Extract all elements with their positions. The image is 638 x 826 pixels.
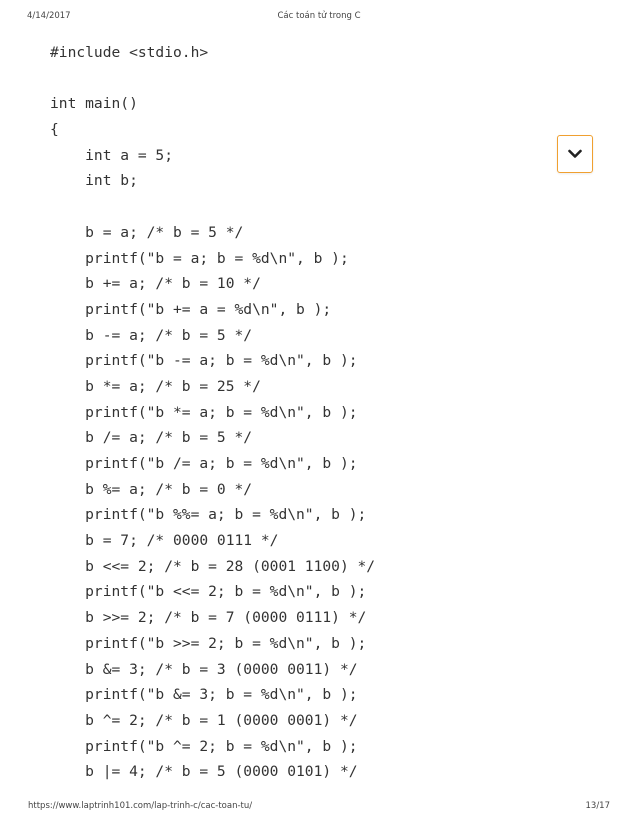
code-line: b = a; /* b = 5 */: [50, 223, 244, 241]
page-title: Các toán tử trong C: [277, 11, 361, 21]
code-line: b &= 3; /* b = 3 (0000 0011) */: [50, 660, 358, 678]
code-line: printf("b /= a; b = %d\n", b );: [50, 455, 358, 472]
code-line: int b;: [50, 172, 138, 190]
print-footer: [0, 801, 638, 815]
code-line: b /= a; /* b = 5 */: [50, 429, 253, 447]
code-line: b >>= 2; /* b = 7 (0000 0111) */: [50, 609, 367, 627]
code-line: b |= 4; /* b = 5 (0000 0101) */: [50, 763, 358, 781]
print-header: [0, 11, 638, 25]
code-line: b %= a; /* b = 0 */: [50, 480, 253, 498]
code-line: {: [50, 121, 59, 139]
code-line: printf("b = a; b = %d\n", b );: [50, 249, 349, 267]
code-block: [50, 40, 550, 785]
code-line: printf("b += a = %d\n", b );: [50, 300, 332, 318]
code-line: int main(): [50, 95, 138, 113]
page-url: https://www.laptrinh101.com/lap-trinh-c/cac-toan-tu/: [28, 801, 253, 811]
code-line: [50, 194, 550, 220]
code-line: b -= a; /* b = 5 */: [50, 326, 253, 344]
code-line: printf("b *= a; b = %d\n", b );: [50, 403, 358, 421]
code-line: printf("b <<= 2; b = %d\n", b );: [50, 583, 367, 601]
code-line: b = 7; /* 0000 0111 */: [50, 532, 279, 550]
code-line: b += a; /* b = 10 */: [50, 275, 261, 293]
code-line: printf("b -= a; b = %d\n", b );: [50, 352, 358, 370]
code-line: [50, 66, 550, 92]
code-line: printf("b >>= 2; b = %d\n", b );: [50, 634, 367, 652]
page-number: 13/17: [585, 801, 610, 811]
code-line: printf("b &= 3; b = %d\n", b );: [50, 686, 358, 704]
code-line: printf("b ^= 2; b = %d\n", b );: [50, 737, 358, 755]
code-line: b <<= 2; /* b = 28 (0001 1100) */: [50, 557, 376, 575]
code-line: b *= a; /* b = 25 */: [50, 377, 261, 395]
code-line: int a = 5;: [50, 146, 174, 164]
scroll-down-button[interactable]: [557, 135, 593, 173]
chevron-down-icon: [568, 149, 582, 159]
code-line: b ^= 2; /* b = 1 (0000 0001) */: [50, 711, 358, 729]
code-line: printf("b %%= a; b = %d\n", b );: [50, 506, 367, 524]
print-date: 4/14/2017: [27, 11, 71, 21]
code-line: #include <stdio.h>: [50, 44, 209, 61]
